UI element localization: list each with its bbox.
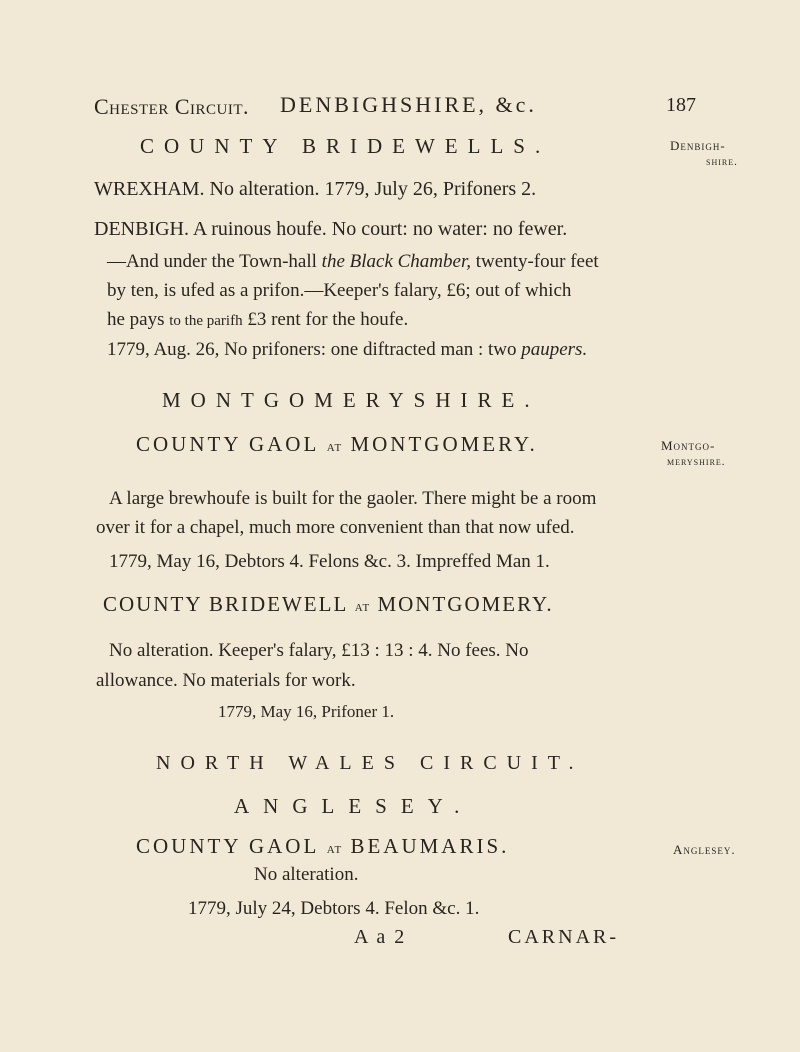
paragraph-denbigh-line-2 [107, 251, 599, 273]
section-heading-montgomeryshire: MONTGOMERYSHIRE. [162, 388, 540, 412]
margin-note-anglesey: Anglesey. [673, 842, 736, 857]
paragraph-denbigh-line-5 [107, 339, 587, 361]
page-number: 187 [666, 94, 696, 116]
paragraph-gaol-line-3: 1779, May 16, Debtors 4. Felons &c. 3. Impreffed Man 1. [109, 551, 550, 572]
text-run-small: to the parifh [169, 313, 243, 329]
text-run: —And under the Town-hall [107, 251, 322, 272]
text-run: MONTGOMERY. [342, 432, 538, 456]
text-run-at: at [326, 840, 343, 857]
section-heading-county-bridewells: COUNTY BRIDEWELLS. [140, 134, 551, 158]
text-run: BEAUMARIS. [342, 834, 510, 858]
margin-note-denbighshire: Denbigh- shire. [670, 138, 738, 168]
paragraph-bridewell-line-2: allowance. No materials for work. [96, 670, 356, 691]
margin-note-montgomeryshire: Montgo- meryshire. [661, 438, 726, 468]
paragraph-gaol-line-2: over it for a chapel, much more convenient than that now ufed. [96, 517, 575, 538]
signature-mark: A a 2 [354, 926, 407, 948]
section-heading-north-wales-circuit: NORTH WALES CIRCUIT. [156, 752, 584, 774]
text-run: twenty-four feet [471, 251, 599, 272]
subheading-county-gaol-montgomery [136, 432, 538, 457]
text-run-at: at [354, 598, 371, 615]
text-run-italic: paupers. [521, 339, 588, 360]
text-run: £3 rent for the houfe. [242, 309, 409, 330]
paragraph-denbigh-line-1: DENBIGH. A ruinous houfe. No court: no water: no fewer. [94, 218, 568, 240]
paragraph-denbigh-line-4 [107, 309, 408, 331]
text-run: COUNTY GAOL [136, 432, 327, 456]
paragraph-bridewell-line-1: No alteration. Keeper's falary, £13 : 13 : 4. No fees. No [109, 640, 529, 661]
text-run: COUNTY GAOL [136, 834, 327, 858]
text-run: he pays [107, 309, 170, 330]
text-run: 1779, Aug. 26, No prifoners: one diftracted man : two [107, 339, 522, 360]
paragraph-bridewell-line-3: 1779, May 16, Prifoner 1. [218, 702, 395, 721]
section-subheading-anglesey: ANGLESEY. [234, 794, 474, 818]
running-header-center: DENBIGHSHIRE, &c. [280, 92, 537, 117]
text-run: MONTGOMERY. [370, 592, 554, 616]
paragraph-gaol-line-1: A large brewhoufe is built for the gaoler. There might be a room [109, 488, 597, 509]
subheading-county-gaol-beaumaris [136, 834, 509, 859]
paragraph-beaumaris-line-2: 1779, July 24, Debtors 4. Felon &c. 1. [188, 898, 480, 919]
paragraph-beaumaris-line-1: No alteration. [254, 864, 359, 885]
text-run-at: at [326, 438, 343, 455]
paragraph-wrexham: WREXHAM. No alteration. 1779, July 26, Prifoners 2. [94, 178, 537, 200]
subheading-county-bridewell-montgomery [103, 592, 554, 617]
running-header-left: Chester Circuit. [94, 94, 250, 119]
catchword: CARNAR- [508, 926, 620, 948]
paragraph-denbigh-line-3: by ten, is ufed as a prifon.—Keeper's falary, £6; out of which [107, 280, 572, 301]
text-run-italic: the Black Chamber, [321, 251, 471, 272]
text-run: COUNTY BRIDEWELL [103, 592, 355, 616]
